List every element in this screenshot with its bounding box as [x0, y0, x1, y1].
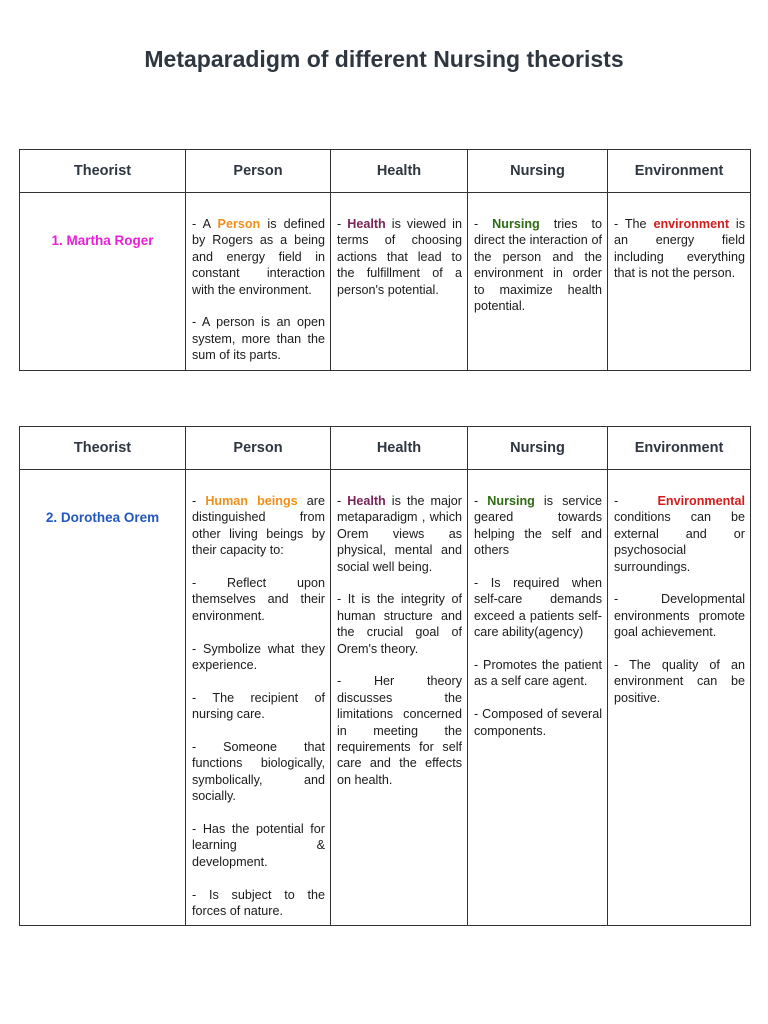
cell-paragraph	[192, 739, 325, 805]
paragraph-text: - The	[614, 217, 654, 231]
paragraph-text: is defined by Rogers as a being and energy field in constant interaction with the environment.	[192, 217, 325, 297]
cell-paragraph	[337, 673, 462, 788]
paragraph-text: are distinguished from other living beings by their capacity to:	[192, 494, 325, 558]
header-health: Health	[331, 150, 468, 193]
nursing-cell	[468, 470, 608, 926]
page-title: Metaparadigm of different Nursing theorists	[144, 46, 624, 72]
paragraph-text: -	[192, 494, 206, 508]
keyword-highlight: Human beings	[205, 494, 298, 508]
table-header-row	[20, 150, 751, 193]
cell-paragraph	[474, 493, 602, 559]
cell-paragraph	[474, 575, 602, 641]
paragraph-text: is an energy field including everything that is not the person.	[614, 217, 745, 281]
nursing-cell	[468, 193, 608, 371]
cell-paragraph	[614, 591, 745, 640]
person-cell	[186, 470, 331, 926]
cell-paragraph	[192, 314, 325, 363]
health-cell	[331, 193, 468, 371]
paragraph-text: - Reflect upon themselves and their environment.	[192, 576, 325, 623]
header-nursing: Nursing	[468, 150, 608, 193]
cell-paragraph	[337, 216, 462, 298]
cell-paragraph	[614, 216, 745, 282]
paragraph-text: - Developmental environments promote goal achievement.	[614, 592, 745, 640]
cell-paragraph	[474, 657, 602, 690]
header-health: Health	[331, 427, 468, 470]
paragraph-text: -	[614, 494, 658, 508]
paragraph-text: tries to direct the interaction of the person and the environment in order to maximize health potential.	[474, 217, 602, 314]
paragraph-text: -	[337, 494, 348, 508]
theorist-name: 2. Dorothea Orem	[45, 510, 160, 525]
header-person: Person	[186, 427, 331, 470]
metaparadigm-table-martha-roger	[19, 149, 751, 371]
table-row	[20, 193, 751, 371]
paragraph-text: - Is subject to the forces of nature.	[192, 887, 325, 919]
keyword-highlight: Nursing	[487, 494, 535, 508]
paragraph-text: - Promotes the patient as a self care agent.	[474, 658, 602, 689]
paragraph-text: - Is required when self-care demands exceed a patients self-care ability(agency)	[474, 576, 602, 640]
paragraph-text: -	[337, 217, 348, 231]
cell-paragraph	[192, 493, 325, 559]
paragraph-text: is service geared towards helping the self and others	[474, 494, 602, 558]
paragraph-text: - Symbolize what they experience.	[192, 641, 325, 673]
table-row	[20, 470, 751, 926]
cell-paragraph	[337, 493, 462, 575]
paragraph-text: - A	[192, 217, 218, 231]
paragraph-text: - A person is an open system, more than the sum of its parts.	[192, 315, 325, 363]
environment-cell	[608, 470, 751, 926]
cell-paragraph	[337, 591, 462, 657]
cell-paragraph	[192, 690, 325, 723]
keyword-highlight: Person	[217, 217, 261, 231]
paragraph-text: - It is the integrity of human structure and the crucial goal of Orem's theory.	[337, 592, 462, 656]
paragraph-text: - Composed of several components.	[474, 707, 602, 738]
keyword-highlight: Health	[347, 494, 386, 508]
theorist-cell	[20, 470, 186, 926]
person-cell	[186, 193, 331, 371]
paragraph-text: is viewed in terms of choosing actions that lead to the fulfillment of a person's potential.	[337, 217, 462, 297]
environment-cell	[608, 193, 751, 371]
table-header-row	[20, 427, 751, 470]
paragraph-text: -	[474, 217, 493, 231]
paragraph-text: conditions can be external and or psychosocial surroundings.	[614, 510, 745, 574]
theorist-cell	[20, 193, 186, 371]
cell-paragraph	[192, 575, 325, 624]
cell-paragraph	[614, 657, 745, 706]
health-cell	[331, 470, 468, 926]
keyword-highlight: Health	[347, 217, 386, 231]
header-theorist: Theorist	[20, 150, 186, 193]
cell-paragraph	[192, 821, 325, 870]
paragraph-text: is the major metaparadigm , which Orem views as physical, mental and social well being.	[337, 494, 462, 574]
cell-paragraph	[614, 493, 745, 575]
paragraph-text: - Has the potential for learning & development.	[192, 822, 325, 869]
cell-paragraph	[192, 216, 325, 298]
header-environment: Environment	[608, 150, 751, 193]
cell-paragraph	[192, 641, 325, 674]
keyword-highlight: Environmental	[657, 494, 745, 508]
cell-paragraph	[474, 216, 602, 314]
paragraph-text: - Her theory discusses the limitations concerned in meeting the requirements for self care and the effects on health.	[337, 674, 462, 787]
paragraph-text: - The recipient of nursing care.	[192, 690, 325, 722]
paragraph-text: -	[474, 494, 488, 508]
cell-paragraph	[192, 887, 325, 920]
paragraph-text: - The quality of an environment can be positive.	[614, 658, 745, 705]
theorist-name: 1. Martha Roger	[51, 233, 154, 248]
keyword-highlight: Nursing	[492, 217, 540, 231]
header-person: Person	[186, 150, 331, 193]
header-environment: Environment	[608, 427, 751, 470]
header-theorist: Theorist	[20, 427, 186, 470]
paragraph-text: - Someone that functions biologically, symbolically, and socially.	[192, 740, 325, 804]
keyword-highlight: environment	[653, 217, 730, 231]
metaparadigm-table-dorothea-orem	[19, 426, 751, 926]
header-nursing: Nursing	[468, 427, 608, 470]
cell-paragraph	[474, 706, 602, 739]
